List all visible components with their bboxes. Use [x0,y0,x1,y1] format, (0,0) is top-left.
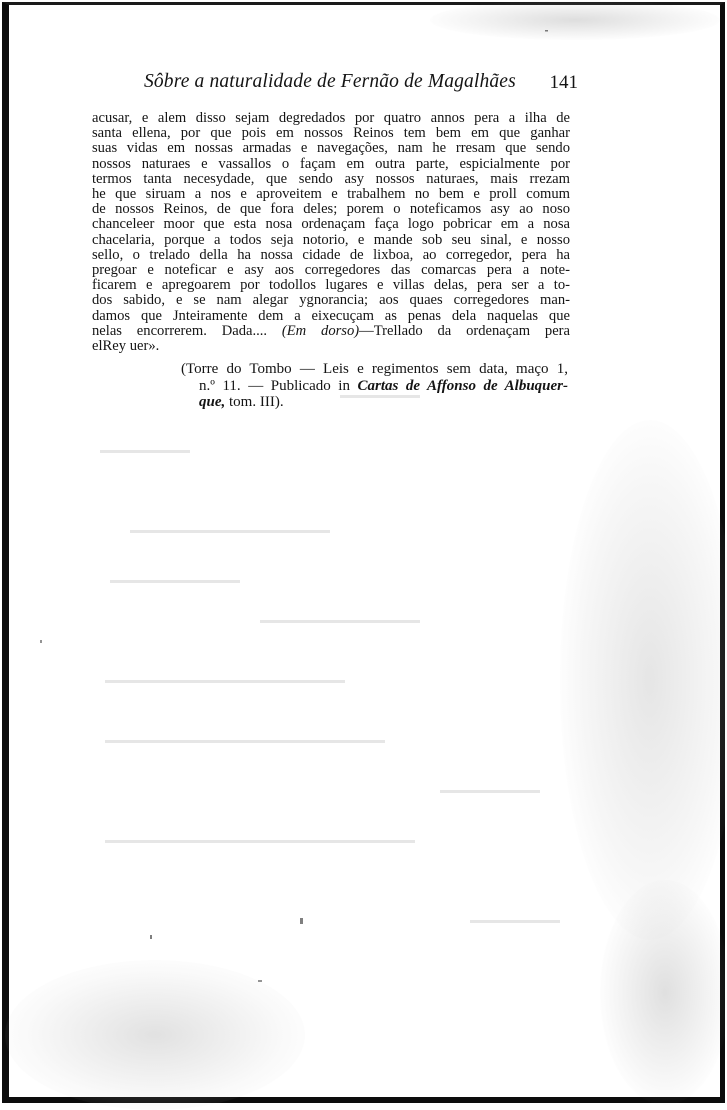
citation-line [181,378,568,395]
text-line: de nossos Reinos, de que fora deles; porem o noteficamos asy ao noso [92,201,570,218]
text-run: n.º 11. — Publicado in [199,377,358,394]
italic-text-run: (Em dorso) [281,322,360,339]
text-line: he que siruam a nos e aproveitem e trabalhem no bem e proll comum [92,186,570,203]
running-title: Sôbre a naturalidade de Fernão de Magalhães [144,71,516,92]
text-line: suas vidas em nossas armadas e navegações, nam he rresam que sendo [92,140,570,157]
text-line-closing: elRey uer». [92,338,160,355]
body-paragraph [92,111,570,354]
page-number: 141 [549,72,578,93]
text-line: acusar, e alem disso sejam degredados por quatro annos pera a ilha de [92,110,570,126]
text-line: dos sabido, e se nam alegar ygnorancia; aos quaes corregedores man- [92,292,570,309]
text-run: nelas encorrerem. Dada.... [92,322,282,339]
text-run: tom. III). [225,394,284,410]
source-citation [181,361,568,411]
text-run: —Trellado da ordenaçam pera [359,322,571,339]
page-header [100,71,578,95]
citation-line [181,394,568,411]
text-line: chacelaria, porque a todos seja notorio, e mande sob seu sinal, e nosso [92,231,570,248]
text-line: sello, o trelado della ha nossa cidade de lixboa, ao corregedor, pera ha [92,246,570,263]
italic-title-run: que, [199,394,226,410]
citation-line: (Torre do Tombo — Leis e regimentos sem data, maço 1, [181,361,568,377]
text-line: termos tanta necesydade, que sendo asy nossos naturaes, mais rrezam [92,170,570,187]
text-line: santa ellena, por que pois em nossos Reinos tem bem em que ganhar [92,125,570,142]
text-line: pregoar e noteficar e asy aos corregedores das comarcas pera a note- [92,262,570,279]
text-line [92,324,570,339]
text-line: ficarem e apregoarem por todollos lugares e villas delas, pera ser a to- [92,277,570,294]
text-line: damos que Jnteiramente dem a eixecuçam as penas dela naquelas que [92,307,570,324]
italic-title-run: Cartas de Affonso de Albuquer- [357,377,568,394]
text-line: chanceleer moor que esta nosa ordenaçam faça logo pobricar em a nosa [92,216,570,233]
text-line: nossos naturaes e vassallos o façam em outra parte, espicialmente por [92,155,570,172]
